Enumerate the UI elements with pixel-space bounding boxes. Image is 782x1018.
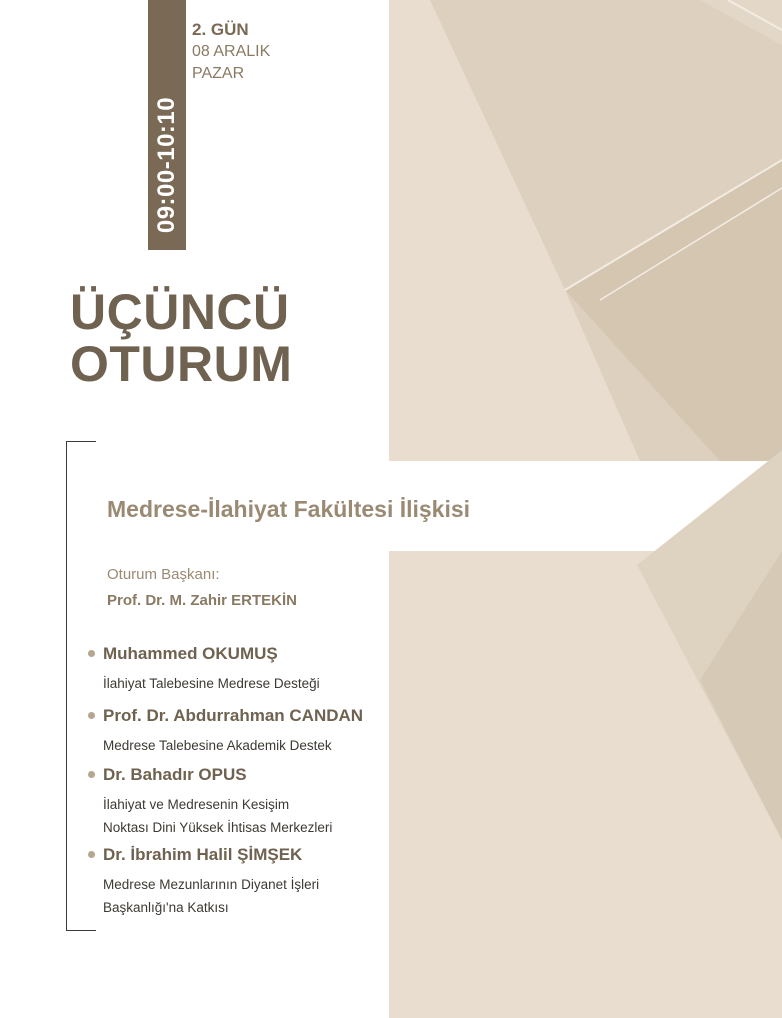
speaker-topic-line: Noktası Dini Yüksek İhtisas Merkezleri xyxy=(103,820,333,835)
speaker-topic-line: Medrese Mezunlarının Diyanet İşleri xyxy=(103,877,320,892)
speaker-topic-line: Medrese Talebesine Akademik Destek xyxy=(103,738,332,753)
speaker-topic xyxy=(103,793,403,839)
speaker-topic xyxy=(103,734,403,757)
day-number: 2. GÜN xyxy=(192,20,249,39)
speaker-topic-line: Başkanlığı'na Katkısı xyxy=(103,900,229,915)
session-title xyxy=(70,286,292,390)
speaker-topic xyxy=(103,873,403,919)
session-topic: Medrese-İlahiyat Fakültesi İlişkisi xyxy=(107,496,471,522)
bullet-icon xyxy=(88,712,95,719)
speaker-topic xyxy=(103,672,403,695)
session-time: 09:00-10:10 xyxy=(153,96,180,234)
speaker-topic-line: İlahiyat ve Medresenin Kesişim xyxy=(103,797,290,812)
session-date: 08 ARALIK xyxy=(192,43,271,60)
day-block xyxy=(192,19,270,85)
bullet-icon xyxy=(88,771,95,778)
speaker-name: Prof. Dr. Abdurrahman CANDAN xyxy=(103,706,364,725)
bullet-icon xyxy=(88,650,95,657)
chair-label: Oturum Başkanı: xyxy=(107,566,220,583)
session-title-line-2: OTURUM xyxy=(70,336,293,392)
speaker-name: Dr. Bahadır OPUS xyxy=(103,765,247,784)
speaker-name: Dr. İbrahim Halil ŞİMŞEK xyxy=(103,845,303,864)
speaker-topic-line: İlahiyat Talebesine Medrese Desteği xyxy=(103,676,320,691)
session-weekday: PAZAR xyxy=(192,65,245,82)
session-title-line-1: ÜÇÜNCÜ xyxy=(70,284,290,340)
bullet-icon xyxy=(88,851,95,858)
chair-name: Prof. Dr. M. Zahir ERTEKİN xyxy=(107,592,298,609)
speaker-name: Muhammed OKUMUŞ xyxy=(103,644,278,663)
